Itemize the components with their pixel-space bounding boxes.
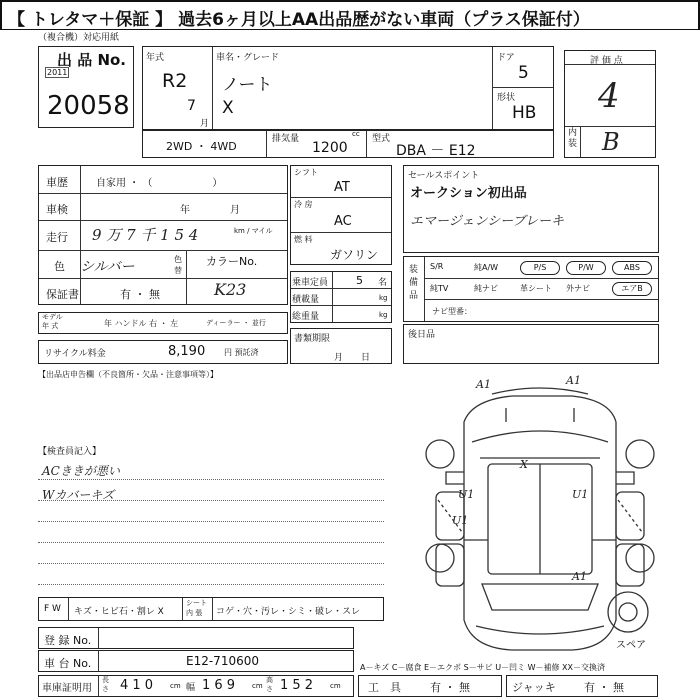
car-name: ノート (222, 75, 273, 95)
load-label: 積載量 (292, 295, 320, 305)
fuel-value: ガソリン (330, 248, 379, 262)
chassis-number: E12-710600 (186, 654, 259, 668)
capacity-unit: 名 (378, 278, 388, 288)
sub-note: （複合機）対応用紙 (38, 33, 120, 43)
color-no: K23 (214, 280, 247, 299)
nav-type-label: ナビ型番： (432, 307, 472, 316)
displacement-label: 排気量 (272, 134, 300, 144)
mark-front-left: A1 (476, 378, 491, 391)
mark-center: X (520, 458, 528, 471)
seat-items: コゲ・穴・汚レ・シミ・破レ・スレ (216, 607, 361, 617)
recycle-unit: 円 預託済 (224, 348, 259, 357)
recycle-amount: 8,190 (168, 344, 206, 359)
width-label: 幅 (186, 683, 196, 693)
shape-label: 形状 (497, 93, 516, 103)
model-year-label: 年式 (146, 53, 165, 63)
score-label: 評 価 点 (590, 56, 623, 66)
equipment-item: 純ナビ (474, 284, 498, 293)
mileage-units: km / マイル (234, 227, 273, 235)
dealer-notes-label: 【出品店申告欄（不良箇所・欠品・注意事項等）】 (38, 370, 218, 379)
mark-rear-right: A1 (572, 570, 587, 583)
name-label: 車名・グレード (216, 53, 280, 63)
tools-label: 工 具 (368, 681, 401, 694)
damage-legend: A－キズ C－腐食 E－エクボ S－サビ U－凹ミ W－補修 XX－交換済 (360, 663, 606, 672)
tools-value: 有 ・ 無 (430, 681, 470, 694)
mark-front-right: A1 (566, 374, 581, 387)
drive-type: 2WD ・ 4WD (166, 140, 237, 153)
inspector-label: 【検査員記入】 (38, 447, 102, 457)
color-no-label: カラーNo. (206, 255, 258, 268)
fw-items: キズ・ヒビ石・割レ X (74, 607, 164, 617)
chassis-label: 車 台 No. (44, 657, 92, 670)
sales-note: エマージェンシーブレーキ (410, 214, 564, 229)
equipment-item: ABS (612, 261, 652, 275)
capacity-value: 5 (356, 274, 363, 287)
handle-value: 年 ハンドル 右 ・ 左 (104, 319, 179, 328)
post-date-label: 後日品 (408, 330, 436, 340)
warranty-value: 有 ・ 無 (120, 288, 160, 301)
dealer-value: ディーラー ・ 並行 (206, 319, 266, 327)
equipment-item: エアB (612, 282, 652, 296)
length-unit: cm (170, 682, 181, 690)
banner-text: 【 トレタマ＋保証 】 過去6ヶ月以上AA出品歴がない車両（プラス保証付） (8, 10, 590, 30)
first-auction: オークション初出品 (410, 186, 527, 201)
mileage-value: 9 万 7 千 1 5 4 (92, 226, 199, 244)
inspector-line-1: ACききが悪い (42, 464, 120, 478)
lot-year-stamp: 2011 (47, 68, 68, 77)
sales-label: セールスポイント (408, 171, 480, 181)
doc-label: 書類期限 (294, 334, 331, 344)
lot-number: 20058 (47, 91, 130, 121)
capacity-label: 乗車定員 (292, 278, 329, 288)
height-label: 高 さ (266, 676, 273, 693)
shape: HB (512, 103, 537, 123)
gross-label: 総重量 (292, 312, 320, 322)
inspection-label: 車検 (46, 203, 68, 216)
month-unit: 月 (200, 119, 210, 129)
doors: 5 (518, 63, 529, 83)
mark-left-door: U1 (458, 488, 475, 501)
ac-value: AC (334, 214, 352, 229)
model-label: モデル 年 式 (42, 313, 63, 330)
inspection-value: 年 月 (180, 205, 240, 216)
jack-label: ジャッキ (512, 681, 556, 694)
displacement-unit: cc (352, 130, 360, 138)
equipment-item: 外ナビ (566, 284, 590, 293)
height-value: 1 5 2 (280, 678, 314, 693)
warranty-label: 保証書 (46, 288, 79, 301)
header-banner (0, 0, 700, 30)
mark-left-rear: U1 (452, 514, 469, 527)
mark-right-door: U1 (572, 488, 589, 501)
cert-label: 車庫証明用 (42, 683, 92, 694)
model-code: DBA － E12 (396, 143, 476, 159)
equipment-label: 装 備 品 (409, 265, 419, 301)
gross-unit: kg (379, 311, 388, 319)
equipment-item: 純A/W (474, 263, 499, 272)
car-grade: X (222, 98, 234, 118)
height-unit: cm (330, 682, 341, 690)
ac-label: 冷 房 (294, 200, 313, 209)
equipment-item: P/W (566, 261, 606, 275)
equipment-item: S/R (430, 262, 444, 271)
seat-label: シート 内 張 (186, 599, 207, 617)
equipment-item: P/S (520, 261, 560, 275)
displacement: 1200 (312, 140, 348, 156)
model-month: 7 (187, 98, 196, 114)
color-label: 色 (54, 260, 65, 273)
usage-label: 車歴 (46, 176, 68, 189)
doors-label: ドア (497, 53, 515, 63)
shift-value: AT (334, 180, 350, 195)
usage-value: 自家用 ・ （ ） (96, 178, 223, 189)
length-value: 4 1 0 (120, 678, 154, 693)
model-code-label: 型式 (372, 134, 391, 144)
reg-label: 登 録 No. (44, 634, 92, 647)
width-unit: cm (252, 682, 263, 690)
model-year: R2 (162, 70, 188, 92)
load-unit: kg (379, 294, 388, 302)
equipment-item: 純TV (430, 284, 449, 293)
score-interior: B (602, 128, 620, 156)
inspector-line-2: Wカバーキズ (42, 488, 115, 502)
fuel-label: 燃 料 (294, 235, 313, 244)
mileage-label: 走行 (46, 231, 68, 244)
interior-label: 内 装 (568, 128, 578, 149)
spare-label: スペア (616, 640, 646, 651)
doc-value: 月 日 (334, 353, 371, 363)
score-overall: 4 (598, 76, 620, 116)
jack-value: 有 ・ 無 (584, 681, 624, 694)
recycle-label: リサイクル料金 (44, 349, 106, 359)
shift-label: シフト (294, 168, 318, 177)
width-value: 1 6 9 (202, 678, 236, 693)
equipment-item: 革シート (520, 284, 552, 293)
car-damage-diagram (402, 372, 678, 672)
color-value: シルバー (80, 259, 135, 275)
post-date-box (403, 324, 659, 364)
length-label: 長 さ (102, 676, 109, 693)
color-change-label: 色 替 (174, 255, 182, 275)
fw-label: F W (44, 604, 61, 614)
lot-box (38, 46, 134, 128)
lot-label: 出 品 No. (57, 51, 127, 69)
